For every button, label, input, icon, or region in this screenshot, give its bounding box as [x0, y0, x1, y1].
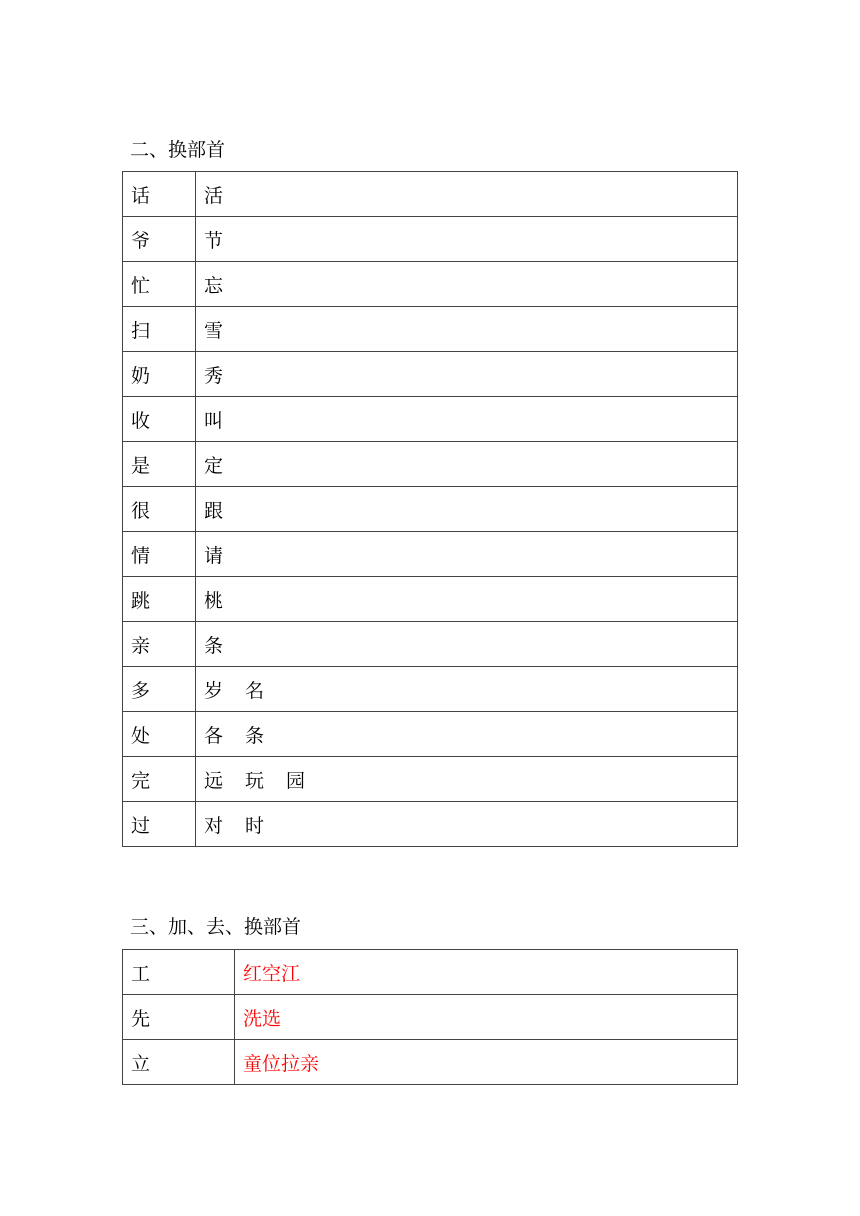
table-row — [123, 577, 738, 622]
table-row — [123, 352, 738, 397]
table-row — [123, 950, 738, 995]
base-character-cell: 多 — [123, 667, 196, 712]
base-character-cell: 奶 — [123, 352, 196, 397]
base-character-cell: 工 — [123, 950, 235, 995]
character: 岁 — [204, 679, 224, 702]
character: 忘 — [204, 274, 224, 297]
new-character-cell — [196, 577, 738, 622]
new-character-cell — [196, 757, 738, 802]
character: 请 — [204, 544, 224, 567]
new-character-cell — [196, 802, 738, 847]
new-character-cell — [196, 487, 738, 532]
base-character-cell: 跳 — [123, 577, 196, 622]
table-row — [123, 802, 738, 847]
add-remove-radical-table — [122, 949, 738, 1085]
character: 名 — [245, 679, 265, 702]
character: 叫 — [204, 409, 224, 432]
base-character-cell: 很 — [123, 487, 196, 532]
base-character-cell: 是 — [123, 442, 196, 487]
new-character-cell — [196, 622, 738, 667]
table-row — [123, 995, 738, 1040]
table-row — [123, 217, 738, 262]
character: 各 — [204, 724, 224, 747]
base-character-cell: 先 — [123, 995, 235, 1040]
table-row — [123, 1040, 738, 1085]
new-character-cell — [196, 307, 738, 352]
base-character-cell: 情 — [123, 532, 196, 577]
character: 条 — [245, 724, 265, 747]
new-character-cell — [196, 397, 738, 442]
radical-swap-table — [122, 171, 738, 847]
character: 定 — [204, 454, 224, 477]
base-character-cell: 完 — [123, 757, 196, 802]
base-character-cell: 忙 — [123, 262, 196, 307]
character: 条 — [204, 634, 224, 657]
base-character-cell: 爷 — [123, 217, 196, 262]
character: 跟 — [204, 499, 224, 522]
base-character-cell: 话 — [123, 172, 196, 217]
character: 时 — [245, 814, 265, 837]
new-character-cell — [196, 532, 738, 577]
new-character-cell — [196, 217, 738, 262]
character: 玩 — [245, 769, 265, 792]
base-character-cell: 处 — [123, 712, 196, 757]
table-row — [123, 442, 738, 487]
new-character-cell — [196, 442, 738, 487]
table-row — [123, 487, 738, 532]
new-character-cell — [196, 352, 738, 397]
character: 活 — [204, 184, 224, 207]
character: 雪 — [204, 319, 224, 342]
table-row — [123, 262, 738, 307]
table-row — [123, 397, 738, 442]
character: 节 — [204, 229, 224, 252]
base-character-cell: 过 — [123, 802, 196, 847]
base-character-cell: 收 — [123, 397, 196, 442]
character: 秀 — [204, 364, 224, 387]
table-row — [123, 667, 738, 712]
new-character-cell — [196, 262, 738, 307]
table-row — [123, 307, 738, 352]
new-character-cell — [196, 712, 738, 757]
base-character-cell: 扫 — [123, 307, 196, 352]
table-row — [123, 757, 738, 802]
character: 桃 — [204, 589, 224, 612]
character: 远 — [204, 769, 224, 792]
section3-title: 三、加、去、换部首 — [130, 916, 302, 938]
table-row — [123, 622, 738, 667]
table-row — [123, 712, 738, 757]
answer-characters-cell: 洗选 — [235, 995, 738, 1040]
answer-characters-cell: 红空江 — [235, 950, 738, 995]
base-character-cell: 亲 — [123, 622, 196, 667]
table-row — [123, 532, 738, 577]
section2-title: 二、换部首 — [130, 139, 226, 161]
character: 对 — [204, 814, 224, 837]
new-character-cell — [196, 667, 738, 712]
new-character-cell — [196, 172, 738, 217]
base-character-cell: 立 — [123, 1040, 235, 1085]
answer-characters-cell: 童位拉亲 — [235, 1040, 738, 1085]
table-row — [123, 172, 738, 217]
character: 园 — [286, 769, 306, 792]
